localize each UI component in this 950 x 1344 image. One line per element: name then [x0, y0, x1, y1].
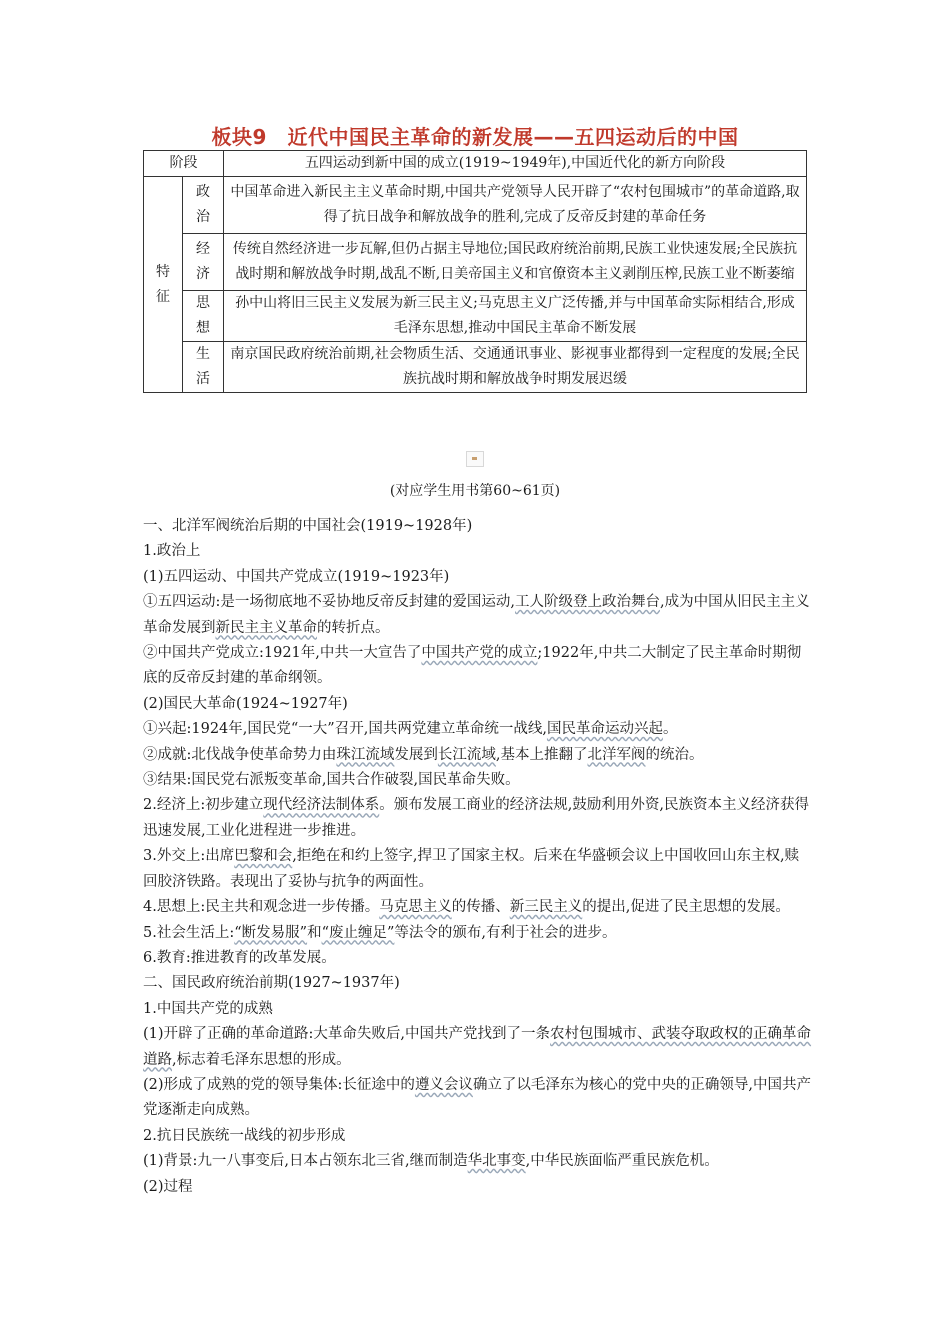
feature-label-char: 征: [156, 288, 170, 305]
keypoint-text: 国民革命运动兴起: [546, 721, 663, 738]
paragraph: [143, 793, 813, 844]
text-run: 。: [662, 721, 678, 738]
keypoint-text: 新民主主义革命: [215, 619, 317, 636]
text-run: ,标志着毛泽东思想的形成。: [172, 1051, 351, 1068]
row-label-cell: [183, 234, 224, 291]
text-run: 4.思想上:民主共和观念进一步传播。: [143, 899, 380, 916]
table-row: [144, 291, 807, 342]
section-heading: 二、国民政府统治前期(1927~1937年): [143, 975, 400, 992]
row-label-char: 经: [196, 241, 210, 257]
text-run: 的传播、: [451, 899, 510, 916]
paragraph: [143, 921, 813, 946]
text-run: ,中华民族面临严重民族危机。: [525, 1153, 719, 1170]
text-run: ;1922年,中共二大制定了民主革命时期彻底的反帝反封建的革命纲领。: [143, 645, 802, 687]
text-run: 的统治。: [645, 746, 704, 763]
page-title: 板块9 近代中国民主革命的新发展——五四运动后的中国: [211, 125, 739, 149]
row-label-char: 济: [196, 266, 210, 282]
keypoint-text: 巴黎和会: [234, 848, 293, 865]
text-run: ②中国共产党成立:1921年,中共一大宣告了: [143, 645, 422, 662]
text-run: ,基本上推翻了: [495, 746, 588, 763]
keypoint-text: “断发易服”: [234, 924, 308, 941]
subsection-heading: 1.政治上: [143, 543, 201, 560]
keypoint-text: 马克思主义: [379, 899, 452, 916]
keypoint-text: 中国共产党的成立: [421, 645, 538, 662]
keypoint-text: “废止缠足”: [321, 924, 395, 941]
text-run: (1)背景:九一八事变后,日本占领东北三省,继而制造: [143, 1153, 468, 1170]
table-row: [144, 177, 807, 234]
text-run: 3.外交上:出席: [143, 848, 235, 865]
keypoint-text: 现代经济法制体系: [263, 797, 380, 814]
row-label-char: 思: [196, 295, 210, 311]
text-run: ,成为中国从旧民主主义革命发展到: [143, 594, 810, 636]
paragraph: [143, 895, 813, 920]
feature-label-cell: [144, 177, 183, 393]
text-run: ,拒绝在和约上签字,捍卫了国家主权。后来在华盛顿会议上中国收回山东主权,赎回胶济铁路。表现出了妥协与抗争的两面性。: [143, 848, 800, 890]
text-run: ①兴起:1924年,国民党“一大”召开,国共两党建立革命统一战线,: [143, 721, 547, 738]
feature-label-char: 特: [156, 263, 170, 280]
text-run: (1)开辟了正确的革命道路:大革命失败后,中国共产党找到了一条: [143, 1026, 551, 1043]
page-reference: (对应学生用书第60~61页): [389, 483, 561, 499]
keypoint-text: 农村包围城市、武装夺取政权的正确革命道路: [143, 1026, 812, 1068]
text-run: 等法令的颁布,有利于社会的进步。: [394, 924, 617, 941]
text-run: 。颁布发展工商业的经济法规,鼓励利用外资,民族资本主义经济获得迅速发展,工业化进程进一步推进。: [143, 797, 809, 839]
keypoint-text: 长江流域: [437, 746, 496, 763]
text-run: 和: [307, 924, 322, 941]
content-body: [143, 514, 813, 1200]
row-label-cell: [183, 177, 224, 234]
paragraph: (2)过程: [143, 1178, 193, 1195]
table-row: [144, 234, 807, 291]
text-run: 的提出,促进了民主思想的发展。: [582, 899, 790, 916]
keypoint-text: 华北事变: [467, 1153, 526, 1170]
text-run: 2.经济上:初步建立: [143, 797, 264, 814]
row-label-char: 政: [196, 184, 210, 200]
row-text-cell: 南京国民政府统治前期,社会物质生活、交通通讯事业、影视事业都得到一定程度的发展;全民族抗战时期和解放战争时期发展迟缓: [224, 342, 807, 393]
paragraph: [143, 641, 813, 692]
section-heading: 一、北洋军阀统治后期的中国社会(1919~1928年): [143, 518, 473, 534]
keypoint-text: 北洋军阀: [587, 746, 646, 763]
subsection-heading: 1.中国共产党的成熟: [143, 1000, 273, 1017]
paragraph: [143, 717, 813, 742]
row-label-cell: [183, 291, 224, 342]
keypoint-text: 遵义会议: [414, 1076, 473, 1093]
row-label-char: 想: [196, 320, 210, 336]
paragraph: [143, 1149, 813, 1174]
paragraph: 6.教育:推进教育的改革发展。: [143, 949, 336, 966]
row-label-char: 生: [196, 346, 210, 362]
paragraph: ③结果:国民党右派叛变革命,国共合作破裂,国民革命失败。: [143, 772, 520, 789]
paragraph: [143, 590, 813, 641]
table-row: [144, 342, 807, 393]
text-run: 5.社会生活上:: [143, 924, 235, 941]
text-run: 发展到: [394, 746, 438, 763]
text-run: (2)形成了成熟的党的领导集体:长征途中的: [143, 1076, 415, 1093]
row-label-cell: [183, 342, 224, 393]
keypoint-text: 珠江流域: [336, 746, 395, 763]
paragraph: [143, 1022, 813, 1073]
row-text-cell: 中国革命进入新民主主义革命时期,中国共产党领导人民开辟了“农村包围城市”的革命道路,取得了抗日战争和解放战争的胜利,完成了反帝反封建的革命任务: [224, 177, 807, 234]
row-text-cell: 孙中山将旧三民主义发展为新三民主义;马克思主义广泛传播,并与中国革命实际相结合,形成毛泽东思想,推动中国民主革命不断发展: [224, 291, 807, 342]
subsection-heading: 2.抗日民族统一战线的初步形成: [143, 1127, 346, 1144]
text-run: 确立了以毛泽东为核心的党中央的正确领导,中国共产党逐渐走向成熟。: [143, 1076, 812, 1119]
sub-item-heading: (1)五四运动、中国共产党成立(1919~1923年): [143, 568, 450, 585]
text-run: ②成就:北伐战争使革命势力由: [143, 746, 337, 763]
text-run: ①五四运动:是一场彻底地不妥协地反帝反封建的爱国运动,: [143, 594, 515, 611]
stage-label-cell: 阶段: [144, 151, 224, 177]
paragraph: [143, 1073, 813, 1124]
keypoint-text: 工人阶级登上政治舞台: [515, 594, 660, 611]
stage-value-cell: 五四运动到新中国的成立(1919~1949年),中国近代化的新方向阶段: [224, 151, 807, 177]
row-text-cell: 传统自然经济进一步瓦解,但仍占据主导地位;国民政府统治前期,民族工业快速发展;全民族抗战时期和解放战争时期,战乱不断,日美帝国主义和官僚资本主义剥削压榨,民族工业不断萎缩: [224, 234, 807, 291]
row-label-char: 治: [196, 209, 210, 225]
row-label-char: 活: [196, 371, 210, 387]
summary-table: [143, 150, 807, 393]
paragraph: [143, 743, 813, 768]
book-logo-icon: [466, 451, 484, 467]
sub-item-heading: (2)国民大革命(1924~1927年): [143, 695, 348, 712]
keypoint-text: 新三民主义: [509, 899, 583, 916]
table-row-stage: [144, 151, 807, 177]
text-run: 的转折点。: [317, 619, 390, 636]
paragraph: [143, 844, 813, 895]
